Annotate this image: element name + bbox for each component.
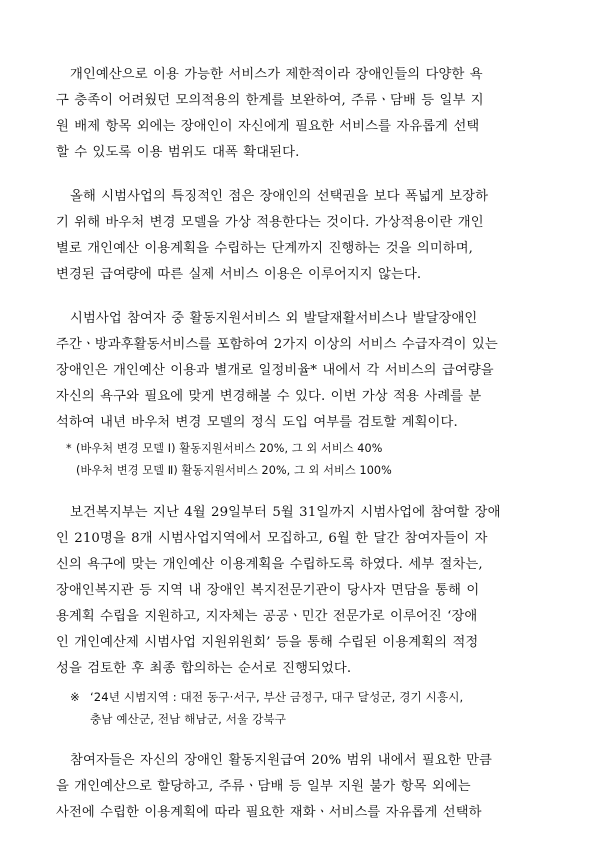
text-line: 개인예산으로 이용 가능한 서비스가 제한적이라 장애인들의 다양한 욕	[70, 67, 483, 82]
text-line: 별로 개인예산 이용계획을 수립하는 단계까지 진행하는 것을 의미하며,	[56, 241, 474, 256]
footnote-line: (바우처 변경 모델 Ⅱ) 활동지원서비스 20%, 그 외 서비스 100%	[76, 464, 392, 477]
reference-line: 충남 예산군, 전남 해남군, 서울 강북구	[90, 712, 286, 726]
paragraph-5	[56, 748, 541, 826]
text-line: 구 충족이 어려웠던 모의적용의 한계를 보완하여, 주류ㆍ담배 등 일부 지	[56, 93, 484, 108]
text-line: 을 개인예산으로 할당하고, 주류ㆍ담배 등 일부 지원 불가 항목 외에는	[56, 779, 471, 794]
text-line: 보건복지부는 지난 4월 29일부터 5월 31일까지 시범사업에 참여할 장애	[70, 505, 501, 520]
text-line: 인 개인예산제 시범사업 지원위원회’ 등을 통해 수립된 이용계획의 적정	[56, 635, 479, 650]
text-line: 원 배제 항목 외에는 장애인이 자신에게 필요한 서비스를 자유롭게 선택	[56, 119, 480, 134]
text-line: 변경된 급여량에 따른 실제 서비스 이용은 이루어지지 않는다.	[56, 267, 422, 282]
text-line: 사전에 수립한 이용계획에 따라 필요한 재화ㆍ서비스를 자유롭게 선택하	[56, 805, 482, 820]
text-line: 성을 검토한 후 최종 합의하는 순서로 진행되었다.	[56, 661, 352, 676]
text-line: 석하여 내년 바우처 변경 모델의 정식 도입 여부를 검토할 계획이다.	[56, 415, 458, 430]
paragraph-4	[56, 500, 541, 682]
text-line: 인 210명을 8개 시범사업지역에서 모집하고, 6월 한 달간 참여자들이 자	[56, 531, 488, 546]
footnote-line: (바우처 변경 모델 Ⅰ) 활동지원서비스 20%, 그 외 서비스 40%	[76, 442, 383, 455]
text-line: 장애인복지관 등 지역 내 장애인 복지전문기관이 당사자 면담을 통해 이	[56, 583, 480, 598]
text-line: 참여자들은 자신의 장애인 활동지원급여 20% 범위 내에서 필요한 만큼	[70, 753, 492, 768]
footnote-mark: *	[66, 442, 72, 455]
reference-note	[56, 686, 541, 730]
text-line: 기 위해 바우처 변경 모델을 가상 적용한다는 것이다. 가상적용이란 개인	[56, 215, 484, 230]
text-line: 시범사업 참여자 중 활동지원서비스 외 발달재활서비스나 발달장애인	[70, 311, 478, 326]
footnote	[56, 438, 541, 482]
paragraph-3	[56, 306, 541, 436]
paragraph-1	[56, 62, 541, 166]
text-line: 주간ㆍ방과후활동서비스를 포함하여 2가지 이상의 서비스 수급자격이 있는	[56, 337, 498, 352]
text-line: 할 수 있도록 이용 범위도 대폭 확대된다.	[56, 145, 300, 160]
text-line: 올해 시범사업의 특징적인 점은 장애인의 선택권을 보다 폭넓게 보장하	[70, 189, 489, 204]
reference-line: ‘24년 시범지역 : 대전 동구·서구, 부산 금정구, 대구 달성군, 경기 시흥시,	[90, 690, 464, 704]
text-line: 신의 욕구에 맞는 개인예산 이용계획을 수립하도록 하였다. 세부 절차는,	[56, 557, 483, 572]
paragraph-2	[56, 184, 541, 288]
text-line: 자신의 욕구와 필요에 맞게 변경해볼 수 있다. 이번 가상 적용 사례를 분	[56, 389, 482, 404]
reference-mark: ※	[70, 690, 80, 704]
text-line: 용계획 수립을 지원하고, 지자체는 공공ㆍ민간 전문가로 이루어진 ‘장애	[56, 609, 478, 624]
text-line: 장애인은 개인예산 이용과 별개로 일정비율* 내에서 각 서비스의 급여량을	[56, 363, 494, 378]
document-page	[56, 62, 541, 826]
